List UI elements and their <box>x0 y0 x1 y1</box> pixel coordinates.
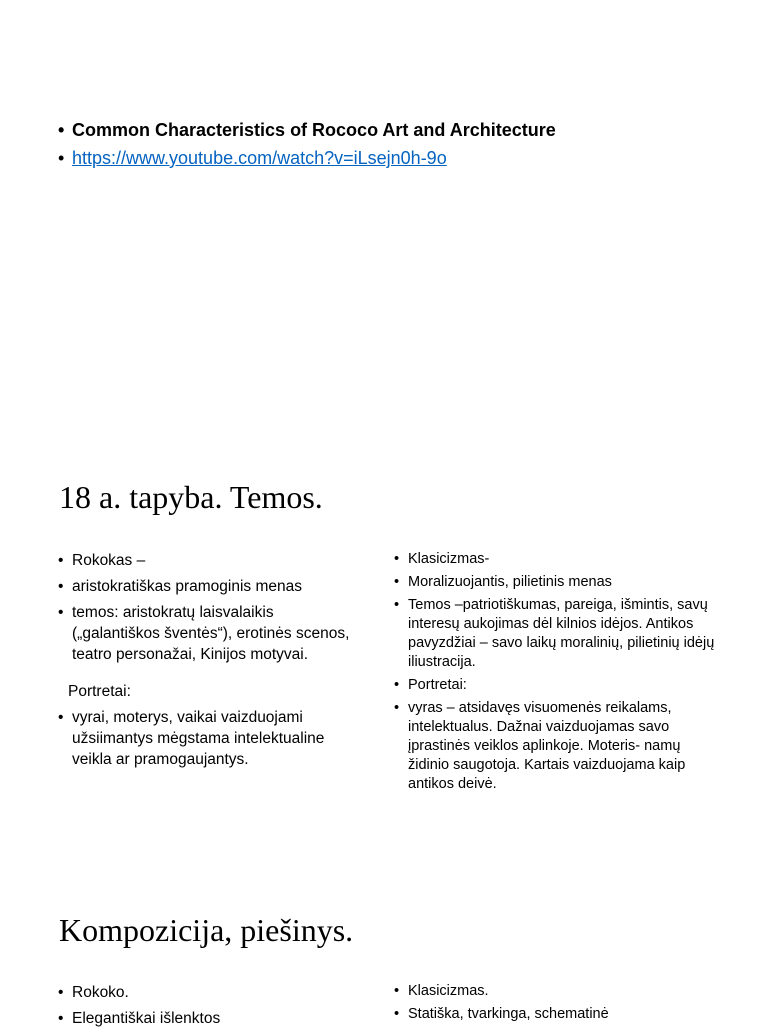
slide-3 <box>0 864 768 1027</box>
slide-2 <box>0 432 768 864</box>
slide-3-title: Kompozicija, piešinys. <box>59 912 354 948</box>
list-item: • vyrai, moterys, vaikai vaizduojami užsiimantys mėgstama intelektualine veikla ar pramogaujantys. <box>58 707 358 770</box>
rococo-column <box>58 550 358 775</box>
slide-2-title: 18 a. tapyba. Temos. <box>59 479 323 515</box>
rococo-column <box>58 982 358 1034</box>
list-item: • Moralizuojantis, pilietinis menas <box>394 573 724 592</box>
list-item: • vyras – atsidavęs visuomenės reikalams, intelektualus. Dažnai vaizduojamas savo įprastinės veiklos aplinkoje. Moteris- namų židinio saugotoja. Kartais vaizduojama kaip antikos deivė. <box>394 699 724 794</box>
list-item: • Temos –patriotiškumas, pareiga, išmintis, savų interesų aukojimas dėl kilnios idėjos. Antikos pavyzdžiai – savo laikų moralinių, pilietinių idėjų iliustracija. <box>394 596 724 672</box>
classicism-column <box>394 982 724 1028</box>
portraits-subheading: Portretai: <box>68 683 131 700</box>
list-item: • Klasicizmas. <box>394 982 724 1001</box>
list-item: • temos: aristokratų laisvalaikis („galantiškos šventės“), erotinės scenos, teatro personažai, Kinijos motyvai. <box>58 602 358 665</box>
slide-1 <box>0 0 768 432</box>
list-item: • Klasicizmas- <box>394 550 724 569</box>
slide-1-link-bullet <box>58 144 556 172</box>
list-item: • aristokratiškas pramoginis menas <box>58 576 358 597</box>
list-item: • Elegantiškai išlenktos <box>58 1008 358 1029</box>
list-item: • Statiška, tvarkinga, schematinė <box>394 1005 724 1024</box>
list-item: • Rokoko. <box>58 982 358 1003</box>
list-item: • Rokokas – <box>58 550 358 571</box>
youtube-link[interactable]: https://www.youtube.com/watch?v=iLsejn0h-9o <box>72 148 447 168</box>
slide-1-bullet-list <box>58 116 556 172</box>
list-item: • Portretai: <box>394 676 724 695</box>
slide-1-heading-bullet: • Common Characteristics of Rococo Art and Architecture <box>58 116 556 144</box>
classicism-column <box>394 550 724 798</box>
